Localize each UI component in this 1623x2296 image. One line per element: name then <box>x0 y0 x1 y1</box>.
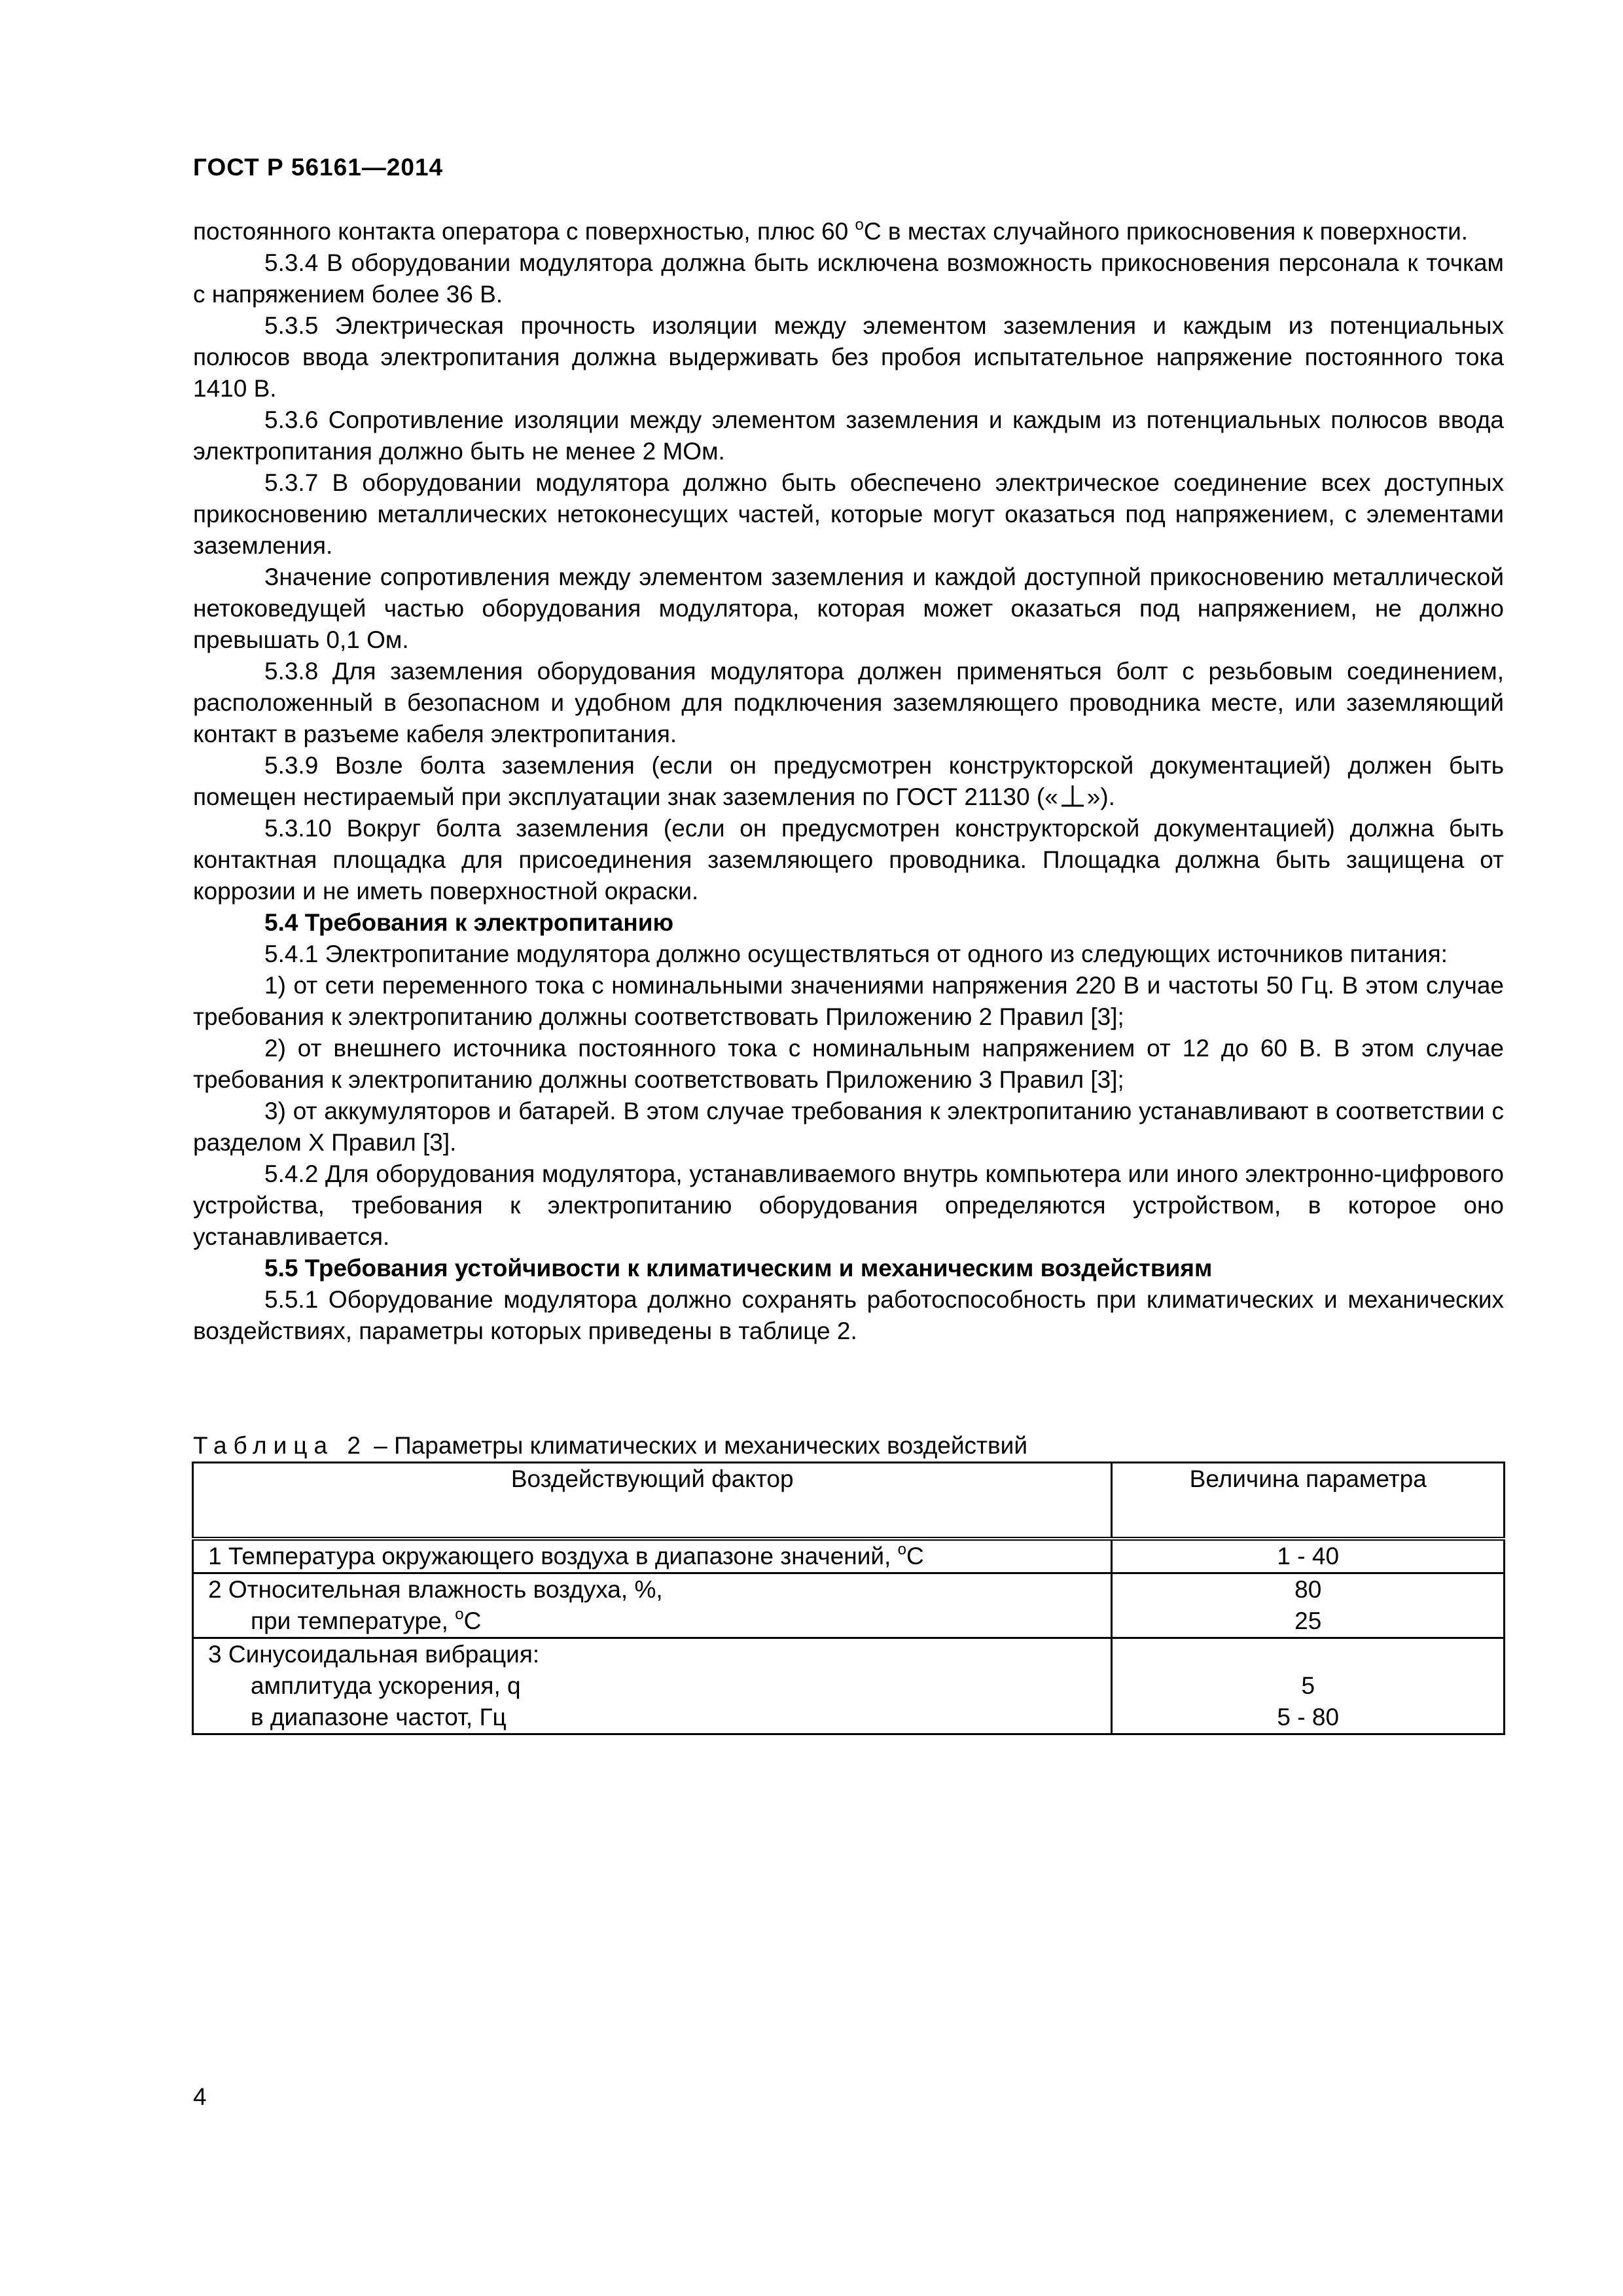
parameters-table <box>192 1462 1505 1735</box>
table-row <box>193 1539 1505 1573</box>
table-caption <box>193 1430 1027 1462</box>
paragraph-5-3-10: 5.3.10 Вокруг болта заземления (если он предусмотрен конструкторской документацией) должна быть контактная площадка для присоединения заземляющего проводника. Площадка должна быть защищена от коррозии и не иметь поверхностной окраски. <box>193 815 1504 905</box>
paragraph-resistance-value: Значение сопротивления между элементом заземления и каждой доступной прикосновению металлической нетоковедущей частью оборудования модулятора, которая может оказаться под напряжением, не должно превышать 0,1 Ом. <box>193 564 1504 653</box>
table-header-factor: Воздействующий фактор <box>193 1463 1112 1539</box>
table-caption-label: Таблица 2 <box>193 1432 367 1459</box>
degree-mark: о <box>455 1605 464 1623</box>
paragraph-5-3-6: 5.3.6 Сопротивление изоляции между элементом заземления и каждым из потенциальных полюсов ввода электропитания должно быть не менее 2 МОм. <box>193 406 1504 465</box>
table-row <box>193 1638 1505 1734</box>
table-cell-factor: 2 Относительная влажность воздуха, %, при температуре, $^о$С <box>193 1573 1112 1638</box>
table-header-value: Величина параметра <box>1112 1463 1505 1539</box>
paragraph-5-4-2: 5.4.2 Для оборудования модулятора, устанавливаемого внутрь компьютера или иного электронно-цифрового устройства, требования к электропитанию оборудования определяются устройством, в которое оно устанавливается. <box>193 1160 1504 1250</box>
ground-symbol-icon <box>1060 784 1086 809</box>
paragraph-5-3-9: 5.3.9 Возле болта заземления (если он предусмотрен конструкторской документацией) должен быть помещен нестираемый при эксплуатации знак заземления по ГОСТ 21130 (« »). <box>193 752 1504 810</box>
table-caption-text: – Параметры климатических и механических воздействий <box>366 1432 1027 1459</box>
table-cell-factor: 3 Синусоидальная вибрация: амплитуда ускорения, q в диапазоне частот, Гц <box>193 1638 1112 1734</box>
page-number: 4 <box>193 2083 207 2110</box>
paragraph-5-3-4: 5.3.4 В оборудовании модулятора должна быть исключена возможность прикосновения персонала к точкам с напряжением более 36 В. <box>193 249 1504 308</box>
paragraph-5-3-5: 5.3.5 Электрическая прочность изоляции между элементом заземления и каждым из потенциальных полюсов ввода электропитания должна выдерживать без пробоя испытательное напряжение постоянного тока 1410 В. <box>193 312 1504 402</box>
table-cell-value: 80 25 <box>1112 1573 1505 1638</box>
paragraph-5-4-1: 5.4.1 Электропитание модулятора должно осуществляться от одного из следующих источников питания: <box>264 941 1448 967</box>
list-item-1: 1) от сети переменного тока с номинальными значениями напряжения 220 В и частоты 50 Гц. В этом случае требования к электропитанию должны соответствовать Приложению 2 Правил [3]; <box>193 972 1504 1030</box>
degree-mark: о <box>897 1540 906 1558</box>
body-text <box>193 216 1504 1347</box>
paragraph-5-3-8: 5.3.8 Для заземления оборудования модулятора должен применяться болт с резьбовым соединением, расположенный в безопасном и удобном для подключения заземляющего проводника месте, или заземляющий контакт в разъеме кабеля электропитания. <box>193 658 1504 747</box>
table-cell-value: 5 5 - 80 <box>1112 1638 1505 1734</box>
section-heading-5-5: 5.5 Требования устойчивости к климатическим и механическим воздействиям <box>264 1255 1213 1282</box>
paragraph-5-5-1: 5.5.1 Оборудование модулятора должно сохранять работоспособность при климатических и механических воздействиях, параметры которых приведены в таблице 2. <box>193 1286 1504 1344</box>
table-header-row <box>193 1463 1505 1539</box>
section-heading-5-4: 5.4 Требования к электропитанию <box>264 909 674 936</box>
table-cell-value: 1 - 40 <box>1112 1539 1505 1573</box>
paragraph-continuation: постоянного контакта оператора с поверхностью, плюс 60 $^о$С в местах случайного прикосновения к поверхности. <box>193 215 1469 245</box>
document-header: ГОСТ Р 56161—2014 <box>193 154 444 181</box>
paragraph-5-3-7: 5.3.7 В оборудовании модулятора должно быть обеспечено электрическое соединение всех доступных прикосновению металлических нетоконесущих частей, которые могут оказаться под напряжением, с элементами заземления. <box>193 469 1504 559</box>
list-item-2: 2) от внешнего источника постоянного тока с номинальным напряжением от 12 до 60 В. В этом случае требования к электропитанию должны соответствовать Приложению 3 Правил [3]; <box>193 1035 1504 1093</box>
table-row <box>193 1573 1505 1638</box>
table-cell-factor: 1 Температура окружающего воздуха в диапазоне значений, $^о$С <box>193 1539 1112 1573</box>
list-item-3: 3) от аккумуляторов и батарей. В этом случае требования к электропитанию устанавливают в соответствии с разделом X Правил [3]. <box>193 1098 1504 1156</box>
degree-mark: о <box>855 215 864 234</box>
